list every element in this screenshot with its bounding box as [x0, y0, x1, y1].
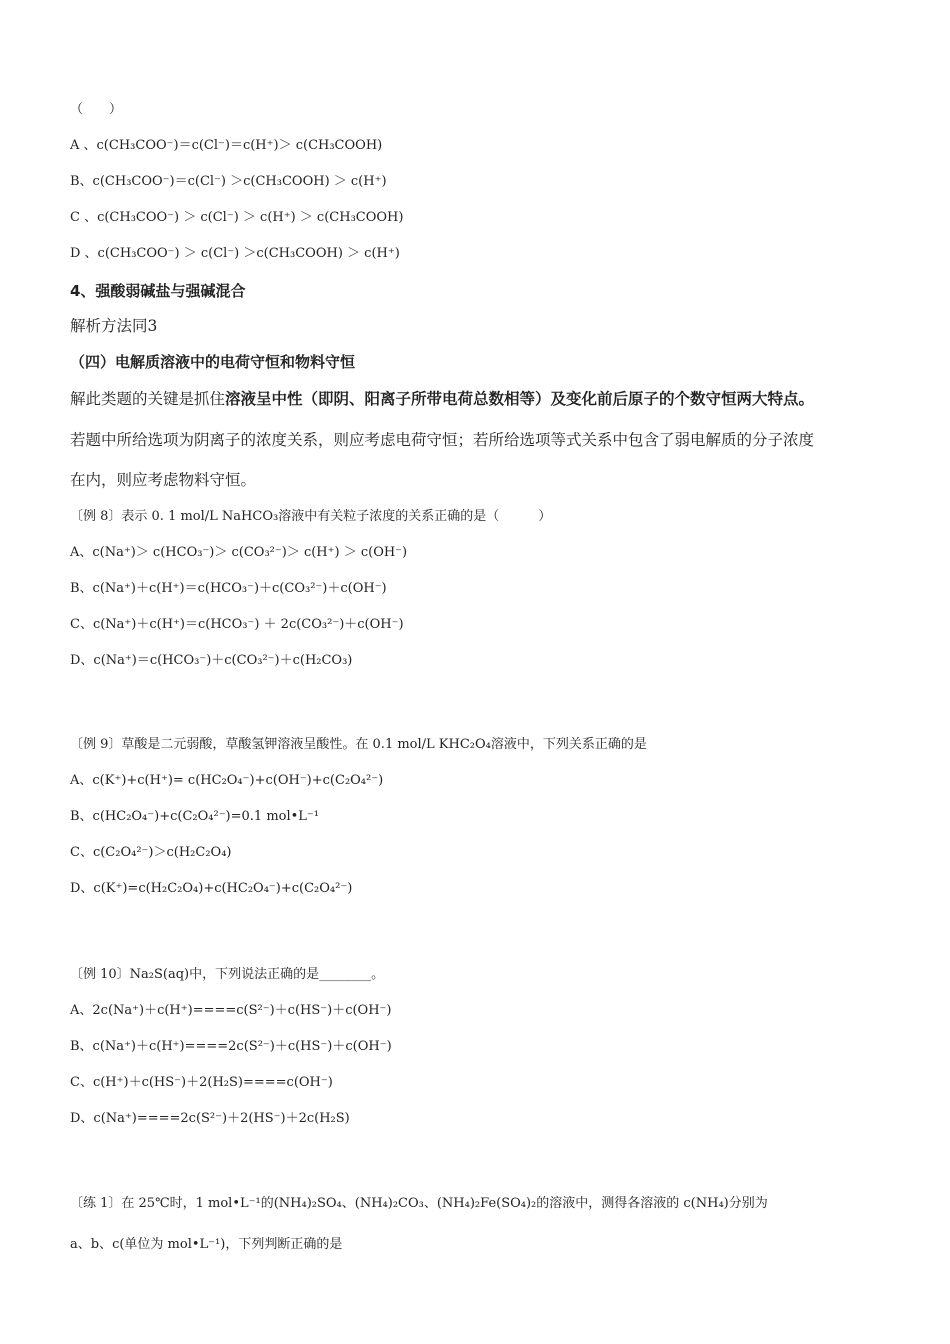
option-a: A 、c(CH₃COO⁻)＝c(Cl⁻)＝c(H⁺)＞ c(CH₃COOH)	[70, 138, 383, 153]
practice-1-stem: 〔练 1〕在 25℃时，1 mol•L⁻¹的(NH₄)₂SO₄、(NH₄)₂CO₃、(NH₄)₂Fe(SO₄)₂的溶液中，测得各溶液的 c(NH₄)分别为	[70, 1196, 768, 1211]
option-c: C、c(Na⁺)＋c(H⁺)＝c(HCO₃⁻) ＋ 2c(CO₃²⁻)＋c(OH⁻)	[70, 617, 404, 632]
option-a: A、2c(Na⁺)＋c(H⁺)====c(S²⁻)＋c(HS⁻)＋c(OH⁻)	[70, 1003, 392, 1018]
paragraph: 在内，则应考虑物料守恒。	[70, 471, 257, 489]
option-b: B、c(HC₂O₄⁻)+c(C₂O₄²⁻)=0.1 mol•L⁻¹	[70, 809, 320, 824]
option-d: D、c(K⁺)=c(H₂C₂O₄)+c(HC₂O₄⁻)+c(C₂O₄²⁻)	[70, 881, 353, 896]
option-d: D、c(Na⁺)====2c(S²⁻)＋2(HS⁻)＋2c(H₂S)	[70, 1111, 350, 1126]
option-a: A、c(K⁺)+c(H⁺)= c(HC₂O₄⁻)+c(OH⁻)+c(C₂O₄²⁻)	[70, 773, 384, 788]
paragraph	[70, 389, 814, 409]
option-b: B、c(CH₃COO⁻)＝c(Cl⁻) ＞c(CH₃COOH) ＞ c(H⁺)	[70, 174, 387, 189]
option-d: D 、c(CH₃COO⁻) ＞ c(Cl⁻) ＞c(CH₃COOH) ＞ c(H⁺)	[70, 246, 400, 261]
section-note: 解析方法同3	[70, 317, 158, 335]
section-heading: 4、强酸弱碱盐与强碱混合	[70, 282, 246, 300]
option-a: A、c(Na⁺)＞ c(HCO₃⁻)＞ c(CO₃²⁻)＞ c(H⁺) ＞ c(OH⁻)	[70, 545, 408, 560]
paragraph-text: 解此类题的关键是抓住	[70, 390, 226, 408]
option-c: C 、c(CH₃COO⁻) ＞ c(Cl⁻) ＞ c(H⁺) ＞ c(CH₃COOH)	[70, 210, 404, 225]
answer-paren: （ ）	[70, 102, 123, 117]
example-8-stem: 〔例 8〕表示 0. 1 mol/L NaHCO₃溶液中有关粒子浓度的关系正确的是（ ）	[70, 509, 552, 524]
practice-1-stem-cont: a、b、c(单位为 mol•L⁻¹)，下列判断正确的是	[70, 1237, 343, 1252]
option-d: D、c(Na⁺)＝c(HCO₃⁻)＋c(CO₃²⁻)＋c(H₂CO₃)	[70, 653, 353, 668]
example-10-stem: 〔例 10〕Na₂S(aq)中，下列说法正确的是________。	[70, 967, 385, 982]
paragraph-emphasis: 溶液呈中性（即阴、阳离子所带电荷总数相等）及变化前后原子的个数守恒两大特点。	[225, 390, 815, 408]
section-heading: （四）电解质溶液中的电荷守恒和物料守恒	[70, 353, 356, 371]
option-c: C、c(C₂O₄²⁻)＞c(H₂C₂O₄)	[70, 845, 232, 860]
paragraph: 若题中所给选项为阴离子的浓度关系，则应考虑电荷守恒；若所给选项等式关系中包含了弱电解质的分子浓度	[70, 431, 815, 449]
example-9-stem: 〔例 9〕草酸是二元弱酸，草酸氢钾溶液呈酸性。在 0.1 mol/L KHC₂O₄溶液中，下列关系正确的是	[70, 737, 647, 752]
option-b: B、c(Na⁺)＋c(H⁺)====2c(S²⁻)＋c(HS⁻)＋c(OH⁻)	[70, 1039, 392, 1054]
option-b: B、c(Na⁺)＋c(H⁺)＝c(HCO₃⁻)＋c(CO₃²⁻)＋c(OH⁻)	[70, 581, 387, 596]
option-c: C、c(H⁺)＋c(HS⁻)＋2(H₂S)====c(OH⁻)	[70, 1075, 333, 1090]
